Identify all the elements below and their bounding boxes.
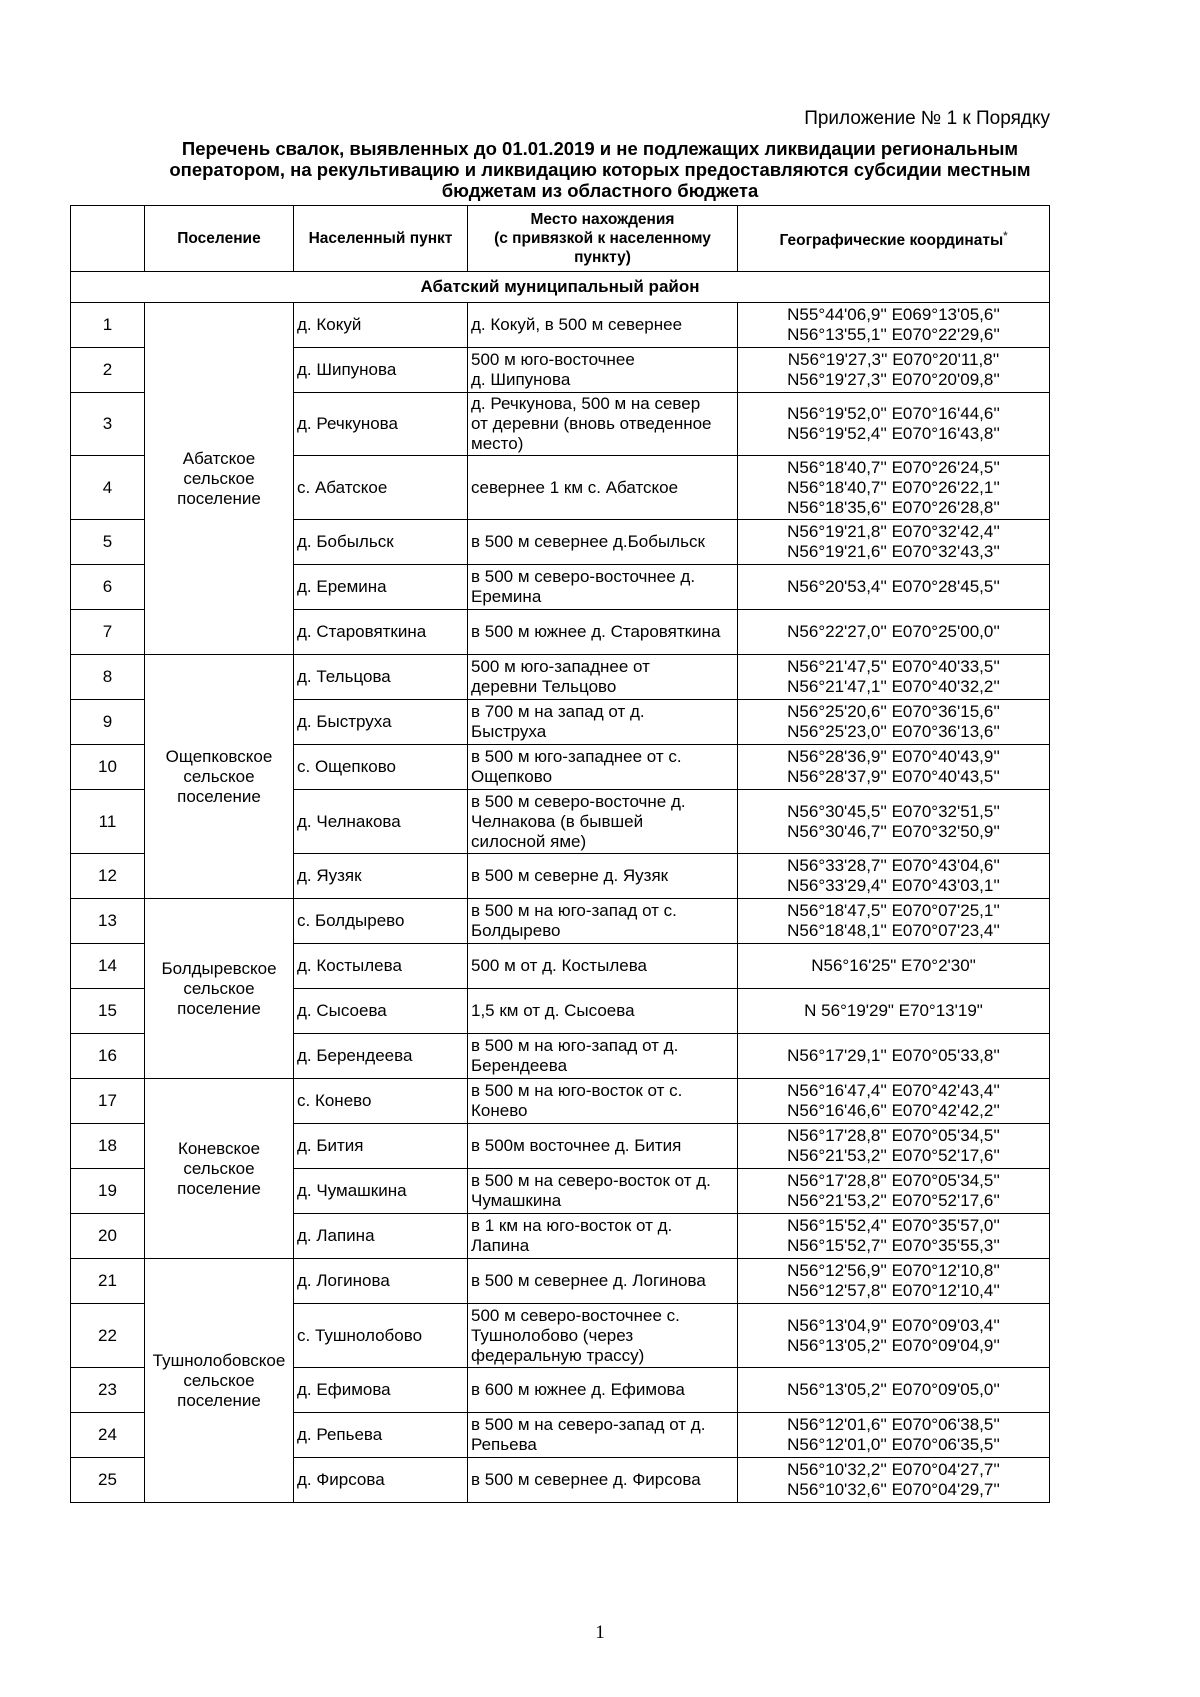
- locality-name: д. Шипунова: [294, 348, 468, 393]
- header-coords: [738, 206, 1050, 272]
- coordinate-line: N56°18'35,6'' E070°26'28,8'': [787, 497, 1000, 517]
- coordinate-line: N56°25'23,0'' E070°36'13,6'': [787, 722, 1000, 741]
- locality-name: с. Абатское: [294, 456, 468, 520]
- coordinate-line: N56°13'55,1'' E070°22'29,6'': [787, 325, 1000, 344]
- geo-coordinates: [738, 1079, 1050, 1124]
- coordinate-line: N56°21'53,2'' E070°52'17,6'': [787, 1191, 1000, 1210]
- location-description: [468, 1413, 738, 1458]
- location-description: [468, 854, 738, 899]
- location-description: [468, 348, 738, 393]
- location-line: д. Кокуй, в 500 м севернее: [471, 315, 683, 334]
- location-line: Ощепково: [471, 767, 553, 786]
- coordinate-line: N56°13'04,9'' E070°09'03,4'': [787, 1315, 1000, 1335]
- title-line: оператором, на рекультивацию и ликвидацию которых предоставляются субсидии местным: [169, 159, 1031, 180]
- locality-name: д. Речкунова: [294, 393, 468, 456]
- district-row: [71, 272, 1050, 303]
- coordinate-line: N56°17'29,1'' E070°05'33,8'': [787, 1046, 1000, 1065]
- location-line: федеральную трассу): [471, 1345, 645, 1365]
- row-number: 5: [71, 520, 145, 565]
- coordinate-line: N56°33'28,7'' E070°43'04,6'': [787, 856, 1000, 875]
- location-line: д. Шипунова: [471, 370, 571, 389]
- settlement-name-line: поселение: [177, 998, 261, 1018]
- coordinate-line: N56°18'48,1'' E070°07'23,4'': [787, 921, 1000, 940]
- locality-name: д. Сысоева: [294, 989, 468, 1034]
- locality-name: д. Яузяк: [294, 854, 468, 899]
- settlement-name-line: сельское: [183, 1158, 255, 1178]
- locality-name: с. Конево: [294, 1079, 468, 1124]
- location-line: в 700 м на запад от д.: [471, 702, 645, 721]
- row-number: 9: [71, 700, 145, 745]
- coordinate-line: N56°30'45,5'' E070°32'51,5'': [787, 801, 1000, 821]
- settlement-name-line: Тушнолобовское: [152, 1350, 286, 1370]
- settlement-name-line: Абатское: [182, 448, 256, 468]
- geo-coordinates: [738, 745, 1050, 790]
- location-line: Быструха: [471, 722, 547, 741]
- coordinate-line: N56°19'21,8'' E070°32'42,4'': [787, 522, 1000, 541]
- row-number: 18: [71, 1124, 145, 1169]
- locality-name: д. Берендеева: [294, 1034, 468, 1079]
- location-description: [468, 1124, 738, 1169]
- table-row: [71, 899, 1050, 944]
- table-header-row: [71, 206, 1050, 272]
- location-line: в 500 м северне д. Яузяк: [471, 866, 669, 885]
- location-line: в 500 м северо-восточне д.: [471, 791, 686, 811]
- geo-coordinates: [738, 1214, 1050, 1259]
- geo-coordinates: [738, 1368, 1050, 1413]
- location-line: Репьева: [471, 1435, 537, 1454]
- row-number: 21: [71, 1259, 145, 1304]
- location-line: в 1 км на юго-восток от д.: [471, 1216, 673, 1235]
- location-description: [468, 1169, 738, 1214]
- settlement-name-line: поселение: [177, 1178, 261, 1198]
- location-line: 500 м юго-восточнее: [471, 350, 635, 369]
- coordinate-line: N56°25'20,6'' E070°36'15,6'': [787, 702, 1000, 721]
- location-line: в 500 м на северо-восток от д.: [471, 1171, 711, 1190]
- coordinate-line: N56°19'52,0'' E070°16'44,6'': [787, 404, 1000, 423]
- header-location-line: пункту): [574, 249, 631, 266]
- coordinate-line: N56°16'46,6'' E070°42'42,2'': [787, 1101, 1000, 1120]
- settlement-name-line: Ощепковское: [165, 746, 273, 766]
- coordinate-line: N56°33'29,4'' E070°43'03,1'': [787, 876, 1000, 895]
- coordinate-line: N56°16'25" E70°2'30": [811, 956, 976, 975]
- settlement-name: [145, 899, 294, 1079]
- row-number: 22: [71, 1304, 145, 1368]
- locality-name: д. Бития: [294, 1124, 468, 1169]
- coordinate-line: N56°17'28,8'' E070°05'34,5'': [787, 1171, 1000, 1190]
- locality-name: д. Кокуй: [294, 303, 468, 348]
- row-number: 20: [71, 1214, 145, 1259]
- locality-name: д. Лапина: [294, 1214, 468, 1259]
- geo-coordinates: [738, 1458, 1050, 1503]
- coordinate-line: N56°19'27,3'' E070°20'09,8'': [787, 370, 1000, 389]
- coordinate-line: N56°22'27,0'' E070°25'00,0'': [787, 622, 1000, 641]
- row-number: 16: [71, 1034, 145, 1079]
- location-description: [468, 655, 738, 700]
- location-description: [468, 1304, 738, 1368]
- location-description: [468, 989, 738, 1034]
- locality-name: д. Быструха: [294, 700, 468, 745]
- header-location-line: Место нахождения: [530, 211, 675, 228]
- coordinate-line: N56°16'47,4'' E070°42'43,4'': [787, 1081, 1000, 1100]
- coordinate-line: N56°30'46,7'' E070°32'50,9'': [787, 821, 1000, 841]
- settlement-name-line: сельское: [183, 1370, 255, 1390]
- geo-coordinates: [738, 520, 1050, 565]
- coordinate-line: N56°20'53,4'' E070°28'45,5'': [787, 577, 1000, 596]
- locality-name: д. Фирсова: [294, 1458, 468, 1503]
- geo-coordinates: [738, 700, 1050, 745]
- geo-coordinates: [738, 456, 1050, 520]
- table-row: [71, 1259, 1050, 1304]
- geo-coordinates: [738, 610, 1050, 655]
- coordinate-line: N56°17'28,8'' E070°05'34,5'': [787, 1126, 1000, 1145]
- geo-coordinates: [738, 790, 1050, 854]
- row-number: 11: [71, 790, 145, 854]
- locality-name: д. Логинова: [294, 1259, 468, 1304]
- row-number: 23: [71, 1368, 145, 1413]
- location-line: Болдырево: [471, 921, 561, 940]
- header-settlement: Поселение: [145, 206, 294, 272]
- locality-name: д. Костылева: [294, 944, 468, 989]
- dumps-table: [70, 205, 1050, 1503]
- location-line: 500 м северо-восточнее с.: [471, 1305, 680, 1325]
- location-line: Еремина: [471, 587, 542, 606]
- locality-name: д. Ефимова: [294, 1368, 468, 1413]
- locality-name: д. Репьева: [294, 1413, 468, 1458]
- location-description: [468, 944, 738, 989]
- location-line: в 500м восточнее д. Бития: [471, 1136, 682, 1155]
- location-description: [468, 303, 738, 348]
- settlement-name: [145, 655, 294, 899]
- locality-name: с. Ощепково: [294, 745, 468, 790]
- row-number: 1: [71, 303, 145, 348]
- table-row: [71, 303, 1050, 348]
- row-number: 3: [71, 393, 145, 456]
- locality-name: с. Болдырево: [294, 899, 468, 944]
- location-line: Конево: [471, 1101, 528, 1120]
- location-description: [468, 1458, 738, 1503]
- row-number: 10: [71, 745, 145, 790]
- coordinate-line: N56°19'21,6'' E070°32'43,3'': [787, 542, 1000, 561]
- settlement-name: [145, 1259, 294, 1503]
- coordinate-line: N56°28'36,9'' E070°40'43,9'': [787, 747, 1000, 766]
- location-description: [468, 393, 738, 456]
- locality-name: д. Бобыльск: [294, 520, 468, 565]
- geo-coordinates: [738, 1124, 1050, 1169]
- location-description: [468, 1214, 738, 1259]
- district-name: Абатский муниципальный район: [71, 272, 1050, 303]
- header-coords-label: Географические координаты: [779, 232, 1004, 250]
- location-description: [468, 1079, 738, 1124]
- location-line: деревни Тельцово: [471, 677, 617, 696]
- geo-coordinates: [738, 944, 1050, 989]
- location-description: [468, 1368, 738, 1413]
- settlement-name-line: поселение: [177, 1390, 261, 1410]
- location-description: [468, 520, 738, 565]
- settlement-name-line: поселение: [177, 488, 261, 508]
- location-line: 500 м юго-западнее от: [471, 657, 650, 676]
- settlement-name-line: поселение: [177, 786, 261, 806]
- location-line: севернее 1 км с. Абатское: [471, 477, 679, 497]
- locality-name: д. Чумашкина: [294, 1169, 468, 1214]
- location-line: в 500 м севернее д. Логинова: [471, 1271, 706, 1290]
- coordinate-line: N56°15'52,7'' E070°35'55,3'': [787, 1236, 1000, 1255]
- coordinate-line: N56°28'37,9'' E070°40'43,5'': [787, 767, 1000, 786]
- geo-coordinates: [738, 854, 1050, 899]
- geo-coordinates: [738, 565, 1050, 610]
- location-description: [468, 610, 738, 655]
- location-line: Берендеева: [471, 1056, 568, 1075]
- coordinate-line: N56°21'47,1'' E070°40'32,2'': [787, 677, 1000, 696]
- location-line: в 500 м на юго-запад от д.: [471, 1036, 679, 1055]
- header-location: [468, 206, 738, 272]
- geo-coordinates: [738, 989, 1050, 1034]
- geo-coordinates: [738, 393, 1050, 456]
- coordinate-line: N56°19'52,4'' E070°16'43,8'': [787, 424, 1000, 443]
- row-number: 24: [71, 1413, 145, 1458]
- coordinate-line: N56°13'05,2'' E070°09'04,9'': [787, 1335, 1000, 1355]
- location-line: в 500 м севернее д. Фирсова: [471, 1470, 701, 1489]
- locality-name: с. Тушнолобово: [294, 1304, 468, 1368]
- location-description: [468, 899, 738, 944]
- settlement-name-line: сельское: [183, 766, 255, 786]
- location-line: в 600 м южнее д. Ефимова: [471, 1380, 685, 1399]
- settlement-name: [145, 303, 294, 655]
- geo-coordinates: [738, 1413, 1050, 1458]
- row-number: 15: [71, 989, 145, 1034]
- row-number: 2: [71, 348, 145, 393]
- row-number: 8: [71, 655, 145, 700]
- location-line: в 500 м севернее д.Бобыльск: [471, 532, 705, 551]
- row-number: 6: [71, 565, 145, 610]
- table-row: [71, 655, 1050, 700]
- coordinate-line: N56°12'57,8'' E070°12'10,4'': [787, 1281, 1000, 1300]
- coordinate-line: N56°12'01,0'' E070°06'35,5'': [787, 1435, 1000, 1454]
- geo-coordinates: [738, 1259, 1050, 1304]
- appendix-label: Приложение № 1 к Порядку: [804, 108, 1050, 129]
- coordinate-line: N56°12'01,6'' E070°06'38,5'': [787, 1415, 1000, 1434]
- geo-coordinates: [738, 1169, 1050, 1214]
- location-line: в 500 м на северо-запад от д.: [471, 1415, 706, 1434]
- table-row: [71, 1079, 1050, 1124]
- locality-name: д. Еремина: [294, 565, 468, 610]
- location-line: Челнакова (в бывшей: [471, 811, 644, 831]
- coordinate-line: N 56°19'29" E70°13'19": [804, 1001, 983, 1020]
- row-number: 4: [71, 456, 145, 520]
- coordinate-line: N56°10'32,6'' E070°04'29,7'': [787, 1480, 1000, 1499]
- location-line: Чумашкина: [471, 1191, 562, 1210]
- coordinate-line: N55°44'06,9'' E069°13'05,6'': [787, 305, 1000, 324]
- row-number: 14: [71, 944, 145, 989]
- footnote-mark: *: [1003, 229, 1008, 242]
- header-location-line: (с привязкой к населенному: [494, 230, 711, 247]
- location-line: в 500 м южнее д. Старовяткина: [471, 622, 721, 641]
- header-num: [71, 206, 145, 272]
- location-description: [468, 565, 738, 610]
- location-description: [468, 790, 738, 854]
- settlement-name-line: Болдыревское: [161, 958, 277, 978]
- location-line: 500 м от д. Костылева: [471, 956, 647, 975]
- location-description: [468, 1034, 738, 1079]
- row-number: 7: [71, 610, 145, 655]
- geo-coordinates: [738, 655, 1050, 700]
- coordinate-line: N56°18'40,7'' E070°26'22,1'': [787, 477, 1000, 497]
- coordinate-line: N56°19'27,3'' E070°20'11,8'': [787, 350, 1000, 369]
- row-number: 19: [71, 1169, 145, 1214]
- locality-name: д. Тельцова: [294, 655, 468, 700]
- settlement-name-line: сельское: [183, 468, 255, 488]
- location-line: в 500 м северо-восточнее д.: [471, 567, 696, 586]
- coordinate-line: N56°18'47,5'' E070°07'25,1'': [787, 901, 1000, 920]
- coordinate-line: N56°15'52,4'' E070°35'57,0'': [787, 1216, 1000, 1235]
- settlement-name-line: Коневское: [177, 1138, 261, 1158]
- row-number: 13: [71, 899, 145, 944]
- coordinate-line: N56°21'53,2'' E070°52'17,6'': [787, 1146, 1000, 1165]
- location-line: от деревни (вновь отведенное: [471, 414, 712, 433]
- geo-coordinates: [738, 303, 1050, 348]
- title-line: Перечень свалок, выявленных до 01.01.2019 и не подлежащих ликвидации региональным: [181, 138, 1019, 159]
- coordinate-line: N56°18'40,7'' E070°26'24,5'': [787, 457, 1000, 477]
- location-description: [468, 700, 738, 745]
- coordinate-line: N56°10'32,2'' E070°04'27,7'': [787, 1460, 1000, 1479]
- document-title: [90, 138, 1110, 201]
- geo-coordinates: [738, 1034, 1050, 1079]
- coordinate-line: N56°12'56,9'' E070°12'10,8'': [787, 1261, 1000, 1280]
- locality-name: д. Старовяткина: [294, 610, 468, 655]
- location-line: в 500 м на юго-запад от с.: [471, 901, 677, 920]
- location-line: Тушнолобово (через: [471, 1325, 634, 1345]
- row-number: 17: [71, 1079, 145, 1124]
- header-place: Населенный пункт: [294, 206, 468, 272]
- location-description: [468, 1259, 738, 1304]
- location-line: д. Речкунова, 500 м на север: [471, 394, 701, 413]
- geo-coordinates: [738, 899, 1050, 944]
- page-number: 1: [595, 1622, 605, 1643]
- settlement-name-line: сельское: [183, 978, 255, 998]
- location-line: силосной яме): [471, 831, 587, 851]
- coordinate-line: N56°13'05,2'' E070°09'05,0'': [787, 1380, 1000, 1399]
- location-line: 1,5 км от д. Сысоева: [471, 1001, 635, 1020]
- settlement-name: [145, 1079, 294, 1259]
- geo-coordinates: [738, 1304, 1050, 1368]
- geo-coordinates: [738, 348, 1050, 393]
- location-line: Лапина: [471, 1236, 530, 1255]
- location-line: в 500 м на юго-восток от с.: [471, 1081, 683, 1100]
- location-line: в 500 м юго-западнее от с.: [471, 747, 682, 766]
- row-number: 12: [71, 854, 145, 899]
- location-line: место): [471, 434, 524, 453]
- row-number: 25: [71, 1458, 145, 1503]
- coordinate-line: N56°21'47,5'' E070°40'33,5'': [787, 657, 1000, 676]
- locality-name: д. Челнакова: [294, 790, 468, 854]
- location-description: [468, 456, 738, 520]
- title-line: бюджетам из областного бюджета: [441, 180, 759, 201]
- location-description: [468, 745, 738, 790]
